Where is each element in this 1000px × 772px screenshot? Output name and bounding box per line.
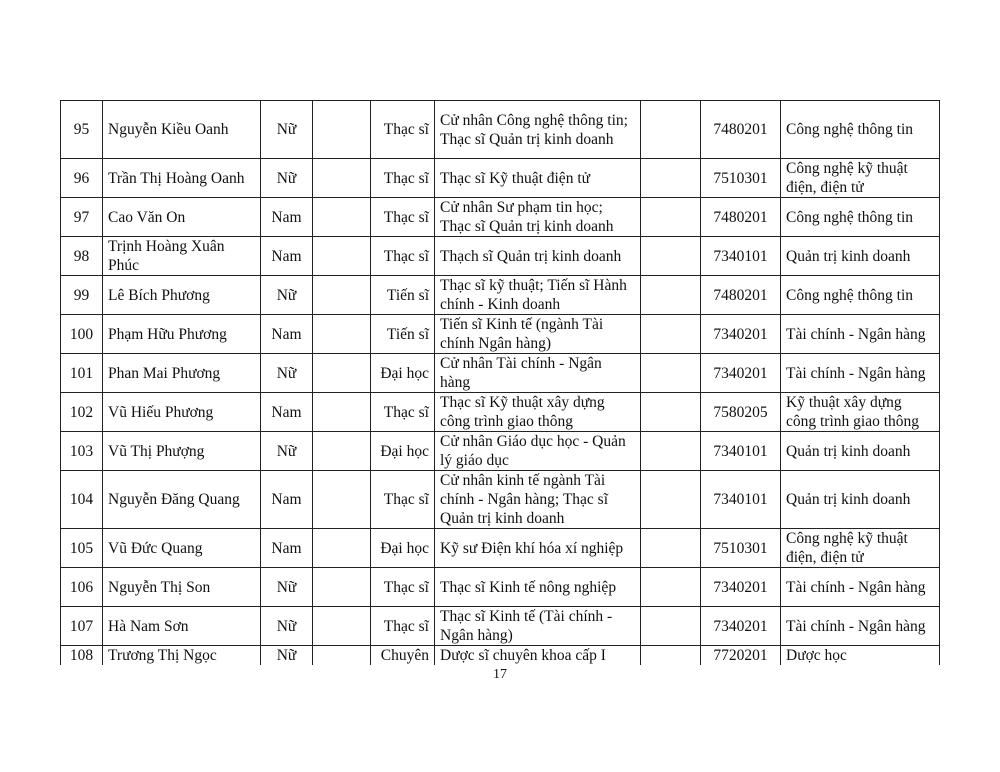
table-row bbox=[61, 607, 940, 646]
table-row bbox=[61, 159, 940, 198]
staff-name: Vũ Thị Phượng bbox=[103, 432, 261, 471]
major-code: 7340201 bbox=[701, 315, 781, 354]
table-row bbox=[61, 354, 940, 393]
table-row bbox=[61, 315, 940, 354]
empty-cell bbox=[313, 568, 371, 607]
staff-name: Cao Văn On bbox=[103, 198, 261, 237]
qualification: Cử nhân Sư phạm tin học; Thạc sĩ Quản trị kinh doanh bbox=[435, 198, 641, 237]
qualification: Thạc sĩ Kinh tế nông nghiệp bbox=[435, 568, 641, 607]
major-code: 7580205 bbox=[701, 393, 781, 432]
row-number: 97 bbox=[61, 198, 103, 237]
major-code: 7480201 bbox=[701, 276, 781, 315]
gender: Nữ bbox=[261, 354, 313, 393]
empty-cell bbox=[641, 568, 701, 607]
major-name: Quản trị kinh doanh bbox=[781, 432, 940, 471]
table-row bbox=[61, 646, 940, 666]
table-row bbox=[61, 393, 940, 432]
row-number: 104 bbox=[61, 471, 103, 529]
gender: Nam bbox=[261, 529, 313, 568]
gender: Nữ bbox=[261, 159, 313, 198]
degree: Thạc sĩ bbox=[371, 393, 435, 432]
empty-cell bbox=[313, 432, 371, 471]
row-number: 95 bbox=[61, 101, 103, 159]
degree: Thạc sĩ bbox=[371, 237, 435, 276]
staff-name: Vũ Đức Quang bbox=[103, 529, 261, 568]
major-name: Tài chính - Ngân hàng bbox=[781, 315, 940, 354]
empty-cell bbox=[313, 159, 371, 198]
degree: Thạc sĩ bbox=[371, 159, 435, 198]
empty-cell bbox=[641, 432, 701, 471]
empty-cell bbox=[641, 646, 701, 666]
empty-cell bbox=[313, 471, 371, 529]
row-number: 99 bbox=[61, 276, 103, 315]
empty-cell bbox=[313, 237, 371, 276]
qualification: Thạc sĩ Kỹ thuật xây dựng công trình giao thông bbox=[435, 393, 641, 432]
empty-cell bbox=[641, 101, 701, 159]
staff-name: Trần Thị Hoàng Oanh bbox=[103, 159, 261, 198]
page-number: 17 bbox=[493, 667, 507, 682]
row-number: 100 bbox=[61, 315, 103, 354]
table-row bbox=[61, 432, 940, 471]
major-name: Kỹ thuật xây dựng công trình giao thông bbox=[781, 393, 940, 432]
empty-cell bbox=[313, 354, 371, 393]
qualification: Thạc sĩ Kinh tế (Tài chính - Ngân hàng) bbox=[435, 607, 641, 646]
gender: Nam bbox=[261, 237, 313, 276]
row-number: 98 bbox=[61, 237, 103, 276]
degree: Thạc sĩ bbox=[371, 607, 435, 646]
degree: Đại học bbox=[371, 529, 435, 568]
qualification: Thạch sĩ Quản trị kinh doanh bbox=[435, 237, 641, 276]
empty-cell bbox=[641, 354, 701, 393]
row-number: 102 bbox=[61, 393, 103, 432]
gender: Nữ bbox=[261, 568, 313, 607]
major-name: Công nghệ kỹ thuật điện, điện tử bbox=[781, 159, 940, 198]
major-name: Công nghệ thông tin bbox=[781, 276, 940, 315]
gender: Nữ bbox=[261, 607, 313, 646]
qualification: Cử nhân Tài chính - Ngân hàng bbox=[435, 354, 641, 393]
staff-name: Nguyễn Kiều Oanh bbox=[103, 101, 261, 159]
gender: Nữ bbox=[261, 101, 313, 159]
gender: Nữ bbox=[261, 432, 313, 471]
qualification: Cử nhân kinh tế ngành Tài chính - Ngân hàng; Thạc sĩ Quản trị kinh doanh bbox=[435, 471, 641, 529]
empty-cell bbox=[641, 607, 701, 646]
staff-name: Phan Mai Phương bbox=[103, 354, 261, 393]
empty-cell bbox=[641, 529, 701, 568]
gender: Nam bbox=[261, 315, 313, 354]
row-number: 101 bbox=[61, 354, 103, 393]
staff-name: Hà Nam Sơn bbox=[103, 607, 261, 646]
major-name: Tài chính - Ngân hàng bbox=[781, 354, 940, 393]
staff-name: Phạm Hữu Phương bbox=[103, 315, 261, 354]
row-number: 105 bbox=[61, 529, 103, 568]
table-row bbox=[61, 471, 940, 529]
table-row bbox=[61, 568, 940, 607]
major-name: Dược học bbox=[781, 646, 940, 666]
major-name: Tài chính - Ngân hàng bbox=[781, 607, 940, 646]
qualification: Kỹ sư Điện khí hóa xí nghiệp bbox=[435, 529, 641, 568]
empty-cell bbox=[313, 198, 371, 237]
empty-cell bbox=[313, 276, 371, 315]
empty-cell bbox=[313, 529, 371, 568]
empty-cell bbox=[313, 315, 371, 354]
degree: Thạc sĩ bbox=[371, 568, 435, 607]
degree: Chuyên bbox=[371, 646, 435, 666]
empty-cell bbox=[641, 237, 701, 276]
major-code: 7510301 bbox=[701, 159, 781, 198]
table-row bbox=[61, 529, 940, 568]
qualification: Thạc sĩ kỹ thuật; Tiến sĩ Hành chính - Kinh doanh bbox=[435, 276, 641, 315]
empty-cell bbox=[641, 198, 701, 237]
empty-cell bbox=[641, 393, 701, 432]
qualification: Cử nhân Công nghệ thông tin; Thạc sĩ Quản trị kinh doanh bbox=[435, 101, 641, 159]
staff-name: Vũ Hiếu Phương bbox=[103, 393, 261, 432]
staff-name: Nguyễn Thị Son bbox=[103, 568, 261, 607]
degree: Đại học bbox=[371, 354, 435, 393]
major-code: 7340201 bbox=[701, 568, 781, 607]
row-number: 103 bbox=[61, 432, 103, 471]
major-name: Quản trị kinh doanh bbox=[781, 237, 940, 276]
staff-name: Trương Thị Ngọc bbox=[103, 646, 261, 666]
table-row bbox=[61, 237, 940, 276]
empty-cell bbox=[641, 315, 701, 354]
staff-name: Lê Bích Phương bbox=[103, 276, 261, 315]
major-code: 7340101 bbox=[701, 471, 781, 529]
major-code: 7340201 bbox=[701, 607, 781, 646]
degree: Tiến sĩ bbox=[371, 315, 435, 354]
staff-table bbox=[60, 100, 940, 665]
gender: Nữ bbox=[261, 646, 313, 666]
major-code: 7340101 bbox=[701, 237, 781, 276]
major-name: Tài chính - Ngân hàng bbox=[781, 568, 940, 607]
degree: Thạc sĩ bbox=[371, 101, 435, 159]
table-row bbox=[61, 198, 940, 237]
major-code: 7480201 bbox=[701, 198, 781, 237]
staff-name: Nguyễn Đăng Quang bbox=[103, 471, 261, 529]
empty-cell bbox=[313, 646, 371, 666]
qualification: Dược sĩ chuyên khoa cấp I bbox=[435, 646, 641, 666]
major-name: Công nghệ kỹ thuật điện, điện tử bbox=[781, 529, 940, 568]
degree: Đại học bbox=[371, 432, 435, 471]
degree: Thạc sĩ bbox=[371, 471, 435, 529]
major-code: 7720201 bbox=[701, 646, 781, 666]
degree: Thạc sĩ bbox=[371, 198, 435, 237]
qualification: Cử nhân Giáo dục học - Quản lý giáo dục bbox=[435, 432, 641, 471]
major-name: Công nghệ thông tin bbox=[781, 101, 940, 159]
empty-cell bbox=[641, 276, 701, 315]
staff-name: Trịnh Hoàng Xuân Phúc bbox=[103, 237, 261, 276]
row-number: 107 bbox=[61, 607, 103, 646]
empty-cell bbox=[313, 607, 371, 646]
qualification: Tiến sĩ Kinh tế (ngành Tài chính Ngân hàng) bbox=[435, 315, 641, 354]
empty-cell bbox=[641, 471, 701, 529]
table-row bbox=[61, 276, 940, 315]
gender: Nam bbox=[261, 471, 313, 529]
row-number: 106 bbox=[61, 568, 103, 607]
table-row bbox=[61, 101, 940, 159]
major-code: 7340101 bbox=[701, 432, 781, 471]
major-code: 7480201 bbox=[701, 101, 781, 159]
major-code: 7510301 bbox=[701, 529, 781, 568]
gender: Nam bbox=[261, 198, 313, 237]
gender: Nam bbox=[261, 393, 313, 432]
empty-cell bbox=[313, 101, 371, 159]
empty-cell bbox=[641, 159, 701, 198]
major-name: Quản trị kinh doanh bbox=[781, 471, 940, 529]
empty-cell bbox=[313, 393, 371, 432]
row-number: 108 bbox=[61, 646, 103, 666]
major-code: 7340201 bbox=[701, 354, 781, 393]
row-number: 96 bbox=[61, 159, 103, 198]
gender: Nữ bbox=[261, 276, 313, 315]
degree: Tiến sĩ bbox=[371, 276, 435, 315]
qualification: Thạc sĩ Kỹ thuật điện tử bbox=[435, 159, 641, 198]
major-name: Công nghệ thông tin bbox=[781, 198, 940, 237]
